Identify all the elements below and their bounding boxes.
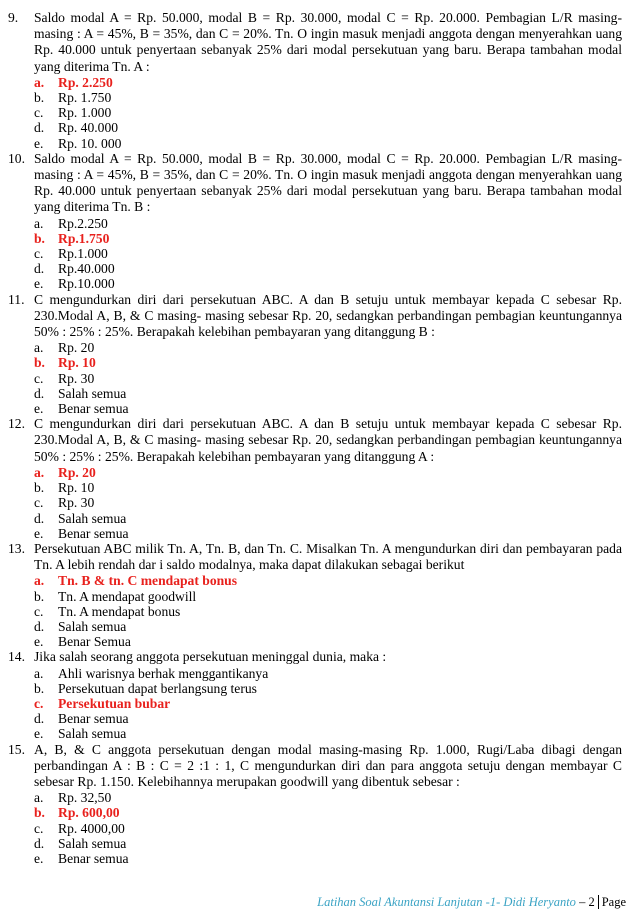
option-letter: b. — [34, 805, 45, 821]
option-letter: b. — [34, 588, 45, 604]
footer-credit: Latihan Soal Akuntansi Lanjutan -1- Didi Heryanto — [317, 895, 576, 909]
option-letter: c. — [34, 246, 44, 262]
option-letter: a. — [34, 573, 45, 589]
question-number: 14. — [8, 649, 25, 665]
option-letter: d. — [34, 261, 45, 277]
option-text: Rp. 30 — [58, 495, 95, 511]
answer-option — [34, 619, 622, 634]
answer-option — [34, 136, 622, 151]
option-text: Tn. A mendapat goodwill — [58, 588, 197, 604]
page-number: 2 — [588, 895, 595, 909]
option-text: Benar semua — [58, 711, 129, 727]
question-item — [0, 649, 638, 741]
question-number: 13. — [8, 540, 25, 556]
footer-dash: – — [579, 895, 586, 909]
answer-option — [34, 386, 622, 401]
option-letter: a. — [34, 74, 45, 90]
option-letter: c. — [34, 820, 44, 836]
answer-option — [34, 790, 622, 805]
answer-option-correct — [34, 573, 622, 588]
option-text: Benar semua — [58, 850, 129, 866]
answer-option — [34, 216, 622, 231]
option-letter: c. — [34, 105, 44, 121]
question-text: Persekutuan ABC milik Tn. A, Tn. B, dan Tn. C. Misalkan Tn. A mengundurkan diri dan pembayaran pada Tn. A lebih rendah dar i saldo modalnya, maka dapat dilakukan sebagai berikut — [34, 540, 622, 573]
option-text: Rp. 20 — [58, 464, 96, 480]
page-footer — [0, 894, 626, 910]
option-letter: d. — [34, 385, 45, 401]
option-text: Persekutuan bubar — [58, 695, 171, 711]
option-text: Salah semua — [58, 385, 127, 401]
option-text: Tn. B & tn. C mendapat bonus — [58, 573, 238, 589]
option-text: Persekutuan dapat berlangsung terus — [58, 680, 257, 696]
question-number: 10. — [8, 150, 25, 166]
answer-option — [34, 634, 622, 649]
option-letter: e. — [34, 276, 44, 292]
answer-option-correct — [34, 355, 622, 370]
option-letter: b. — [34, 230, 45, 246]
option-letter: e. — [34, 135, 44, 151]
option-letter: b. — [34, 90, 45, 106]
question-item — [0, 10, 638, 151]
option-letter: b. — [34, 355, 45, 371]
option-letter: e. — [34, 850, 44, 866]
answer-option — [34, 340, 622, 355]
option-text: Rp.1.000 — [58, 246, 108, 262]
option-letter: d. — [34, 618, 45, 634]
question-item — [0, 742, 638, 867]
question-number: 9. — [8, 10, 19, 25]
option-letter: c. — [34, 695, 44, 711]
answer-option — [34, 666, 622, 681]
option-letter: a. — [34, 790, 44, 806]
question-text: A, B, & C anggota persekutuan dengan modal masing-masing Rp. 1.000, Rugi/Laba dibagi dengan perbandingan A : B : C = 2 :1 : 1, C mengundurkan diri dan para anggota setuju dengan membayar C sebesar Rp. 1.150. Kelebihannya merupakan goodwill yang dibentuk sebesar : — [34, 741, 622, 789]
option-letter: e. — [34, 525, 44, 541]
answer-option — [34, 821, 622, 836]
option-letter: a. — [34, 215, 44, 231]
question-item — [0, 292, 638, 417]
option-letter: a. — [34, 665, 44, 681]
option-text: Rp.2.250 — [58, 215, 108, 231]
answer-option — [34, 836, 622, 851]
answer-option — [34, 120, 622, 135]
option-text: Rp.40.000 — [58, 261, 115, 277]
option-letter: b. — [34, 680, 45, 696]
option-text: Salah semua — [58, 726, 127, 742]
option-letter: c. — [34, 370, 44, 386]
question-text: C mengundurkan diri dari persekutuan ABC. A dan B setuju untuk membayar kepada C sebesar Rp. 230.Modal A, B, & C masing- masing sebesar Rp. 20, sedangkan perbandingan pembagian keuntungannya 50% : 25% : 25%. Berapakah kelebihan pembayaran yang ditanggung B : — [34, 291, 622, 340]
answer-option — [34, 511, 622, 526]
option-letter: c. — [34, 495, 44, 511]
option-text: Salah semua — [58, 510, 127, 526]
option-text: Rp. 30 — [58, 370, 95, 386]
option-text: Benar Semua — [58, 634, 131, 650]
answer-option — [34, 105, 622, 120]
question-text: Jika salah seorang anggota persekutuan meninggal dunia, maka : — [34, 649, 387, 665]
option-text: Tn. A mendapat bonus — [58, 603, 181, 619]
option-text: Rp. 1.000 — [58, 105, 112, 121]
footer-separator — [598, 895, 599, 909]
option-text: Rp.1.750 — [58, 230, 110, 246]
option-text: Rp. 20 — [58, 340, 95, 356]
page-label: Page — [601, 895, 626, 909]
answer-option-correct — [34, 696, 622, 711]
option-letter: d. — [34, 510, 45, 526]
question-number: 12. — [8, 416, 25, 432]
answer-option — [34, 480, 622, 495]
answer-option — [34, 371, 622, 386]
answer-option — [34, 526, 622, 541]
option-text: Rp. 1.750 — [58, 90, 112, 106]
option-letter: d. — [34, 711, 45, 727]
answer-option-correct — [34, 465, 622, 480]
option-text: Rp. 32,50 — [58, 790, 112, 806]
option-text: Rp. 40.000 — [58, 120, 119, 136]
answer-option — [34, 851, 622, 866]
option-letter: e. — [34, 634, 44, 650]
option-text: Rp. 10 — [58, 480, 95, 496]
question-number: 11. — [8, 291, 25, 307]
option-letter: c. — [34, 603, 44, 619]
answer-option — [34, 401, 622, 416]
option-text: Rp. 4000,00 — [58, 820, 125, 836]
answer-option — [34, 90, 622, 105]
option-text: Salah semua — [58, 835, 127, 851]
option-letter: d. — [34, 120, 45, 136]
option-text: Rp. 10. 000 — [58, 135, 122, 151]
option-letter: a. — [34, 464, 45, 480]
option-text: Benar semua — [58, 401, 129, 417]
question-item — [0, 541, 638, 649]
answer-option-correct — [34, 231, 622, 246]
answer-option — [34, 261, 622, 276]
answer-option — [34, 589, 622, 604]
question-item — [0, 416, 638, 541]
option-text: Benar semua — [58, 525, 129, 541]
question-text: Saldo modal A = Rp. 50.000, modal B = Rp. 30.000, modal C = Rp. 20.000. Pembagian L/R masing-masing : A = 45%, B = 35%, dan C = 20%. Tn. O ingin masuk menjadi anggota dengan menyerahkan uang Rp. 40.000 untuk penyertaan sebanyak 25% dari modal persekutuan yang baru. Berapa tambahan modal yang diterima Tn. B : — [34, 150, 622, 215]
option-text: Rp.10.000 — [58, 276, 115, 292]
option-letter: b. — [34, 480, 45, 496]
option-letter: e. — [34, 401, 44, 417]
option-text: Rp. 10 — [58, 355, 96, 371]
option-text: Rp. 600,00 — [58, 805, 120, 821]
option-letter: d. — [34, 835, 45, 851]
option-letter: e. — [34, 726, 44, 742]
answer-option — [34, 711, 622, 726]
document-body — [0, 10, 638, 866]
option-text: Salah semua — [58, 618, 127, 634]
option-letter: a. — [34, 340, 44, 356]
answer-option — [34, 604, 622, 619]
answer-option — [34, 726, 622, 741]
answer-option — [34, 681, 622, 696]
question-number: 15. — [8, 741, 25, 757]
answer-option — [34, 246, 622, 261]
question-text: C mengundurkan diri dari persekutuan ABC. A dan B setuju untuk membayar kepada C sebesar Rp. 230.Modal A, B, & C masing- masing sebesar Rp. 20, sedangkan perbandingan pembagian keuntungannya 50% : 25% : 25%. Berapakah kelebihan pembayaran yang ditanggung A : — [34, 416, 622, 464]
question-text: Saldo modal A = Rp. 50.000, modal B = Rp. 30.000, modal C = Rp. 20.000. Pembagian L/R masing-masing : A = 45%, B = 35%, dan C = 20%. Tn. O ingin masuk menjadi anggota dengan menyerahkan uang Rp. 40.000 untuk penyertaan sebanyak 25% dari modal persekutuan yang baru. Berapa tambahan modal yang diterima Tn. A : — [34, 10, 622, 74]
question-item — [0, 151, 638, 292]
option-text: Rp. 2.250 — [58, 74, 113, 90]
answer-option-correct — [34, 75, 622, 90]
answer-option — [34, 495, 622, 510]
option-text: Ahli warisnya berhak menggantikanya — [58, 665, 269, 681]
answer-option-correct — [34, 805, 622, 820]
answer-option — [34, 276, 622, 291]
